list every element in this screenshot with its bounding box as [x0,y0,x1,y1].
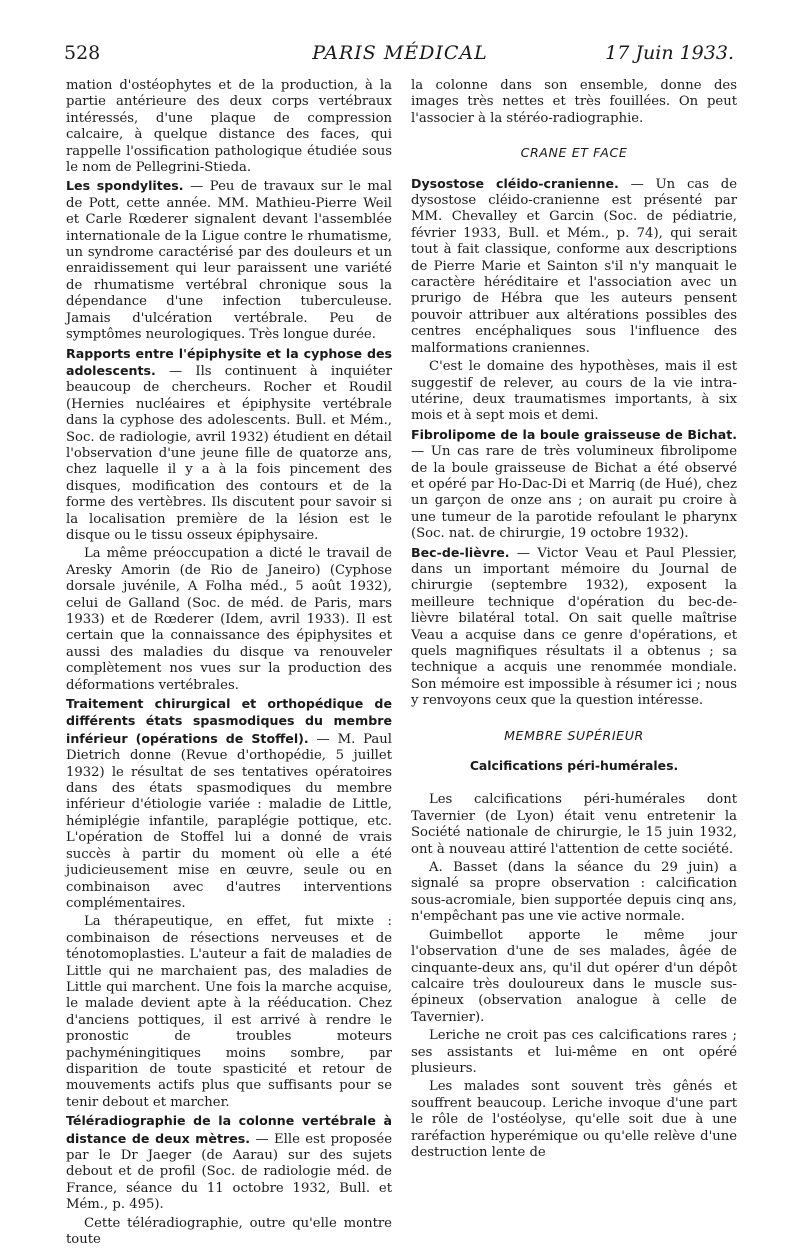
issue-date: 17 Juin 1933. [605,42,734,64]
paragraph: Fibrolipome de la boule graisseuse de Bichat. — Un cas rare de très volumineux fibrolipome de la boule graisseuse de Bichat a été observé et opéré par Ho-Dac-Di et Marriq (de Hué), chez un garçon de onze ans ; on aurait pu croire à une tumeur de la parotide refoulant le pharynx (Soc. nat. de chirurgie, 19 octobre 1932). [411,426,737,542]
paragraph-lead: Fibrolipome de la boule graisseuse de Bichat. [411,426,737,442]
subsection-heading: Calcifications péri-humérales. [469,758,679,774]
running-header [0,42,800,72]
paragraph: Les spondylites. — Peu de travaux sur le mal de Pott, cette année. MM. Mathieu-Pierre Weil et Carle Rœderer signalent devant l'assemblée internationale de la Ligue contre le rhumatisme, un syndrome caractérisé par des douleurs et un enraidissement qui leur paraissent une variété de rhumatisme vertébral chronique sous la dépendance d'une infection tuberculeuse. Jamais d'ulcération vertébrale. Peu de symptômes neurologiques. Très longue durée. [66,178,392,343]
paragraph-lead: Dysostose cléido-cranienne. [411,175,619,191]
paragraph-lead: Bec-de-lièvre. [411,544,510,560]
journal-title: PARIS MÉDICAL [312,42,488,64]
paragraph-lead: Téléradiographie de la colonne vertébrale à distance de deux mètres. [66,1113,392,1146]
paragraph: La même préoccupation a dicté le travail de Aresky Amorin (de Rio de Janeiro) (Cyphose dorsale juvénile, A Folha méd., 5 août 1932), celui de Galland (Soc. de méd. de Paris, mars 1933) et de Rœderer (Idem, avril 1933). Il est certain que la connaissance des épiphysites et aussi des maladies du disque va renouveler complètement nos vues sur la production des déformations vertébrales. [66,546,392,693]
paragraph: mation d'ostéophytes et de la production, à la partie antérieure des deux corps vertébraux intéressés, d'une plaque de compression calcaire, à quelque distance des faces, qui rappelle l'ossification pathologique étudiée sous le nom de Pellegrini-Stieda. [66,78,392,176]
paragraph: Téléradiographie de la colonne vertébrale à distance de deux mètres. — Elle est proposée par le Dr Jaeger (de Aarau) sur des sujets debout et de profil (Soc. de radiologie méd. de France, séance du 11 octobre 1932, Bull. et Mém., p. 495). [66,1113,393,1213]
paragraph-lead: Rapports entre l'épiphysite et la cyphose des adolescents. [66,345,392,378]
paragraph: Dysostose cléido-cranienne. — Un cas de dysostose cléido-cranienne est présenté par MM. Chevalley et Garcin (Soc. de pédiatrie, février 1933, Bull. et Mém., p. 74), qui serait tout à fait classique, conforme aux descriptions de Pierre Marie et Sainton s'il n'y manquait le caractère héréditaire et l'association avec un prurigo de Hébra que les auteurs pensent pouvoir attribuer aux altérations possibles des centres encéphaliques sous l'influence des malformations craniennes. [411,175,737,356]
paragraph: Cette téléradiographie, outre qu'elle montre toute [66,1215,392,1248]
paragraph: la colonne dans son ensemble, donne des images très nettes et très fouillées. On peut l'associer à la stéréo-radiographie. [411,78,737,126]
paragraph: Bec-de-lièvre. — Victor Veau et Paul Plessier, dans un important mémoire du Journal de chirurgie (septembre 1932), exposent la meilleure technique d'opération du bec-de-lièvre bilatéral total. On sait quelle maîtrise Veau a acquise dans ce genre d'opérations, et quels magnifiques résultats il a obtenus ; sa technique a acquis une renommée mondiale. Son mémoire est impossible à résumer ici ; nous y renvoyons ceux que la question intéresse. [411,544,737,709]
paragraph: Traitement chirurgical et orthopédique de différents états spasmodiques du membre inférieur (opérations de Stoffel). — M. Paul Dietrich donne (Revue d'orthopédie, 5 juillet 1932) le résultat de ses tentatives opératoires dans des états spasmodiques du membre inférieur d'étiologie variée : maladie de Little, hémiplégie infantile, paraplégie pottique, etc. L'opération de Stoffel lui a donné de vrais succès à partir du moment où elle a été judicieusement mise en œuvre, seule ou en combinaison avec d'autres interventions complémentaires. [66,696,392,911]
section-heading-membre: MEMBRE SUPÉRIEUR [504,727,644,743]
page-number: 528 [64,42,101,64]
left-column [66,78,392,1250]
paragraph: Leriche ne croit pas ces calcifications rares ; ses assistants et lui-même en ont opéré plusieurs. [411,1028,737,1076]
paragraph: A. Basset (dans la séance du 29 juin) a signalé sa propre observation : calcification sous-acromiale, bien supportée depuis cinq ans, n'empêchant pas une vie active normale. [411,860,737,925]
paragraph-lead: Les spondylites. [66,178,184,194]
section-heading-crane: CRANE ET FACE [520,145,628,161]
paragraph: Guimbellot apporte le même jour l'observation d'une de ses malades, âgée de cinquante-deux ans, qu'il dut opérer d'un dépôt calcaire très douloureux dans le muscle sus-épineux (observation analogue à celle de Tavernier). [411,927,737,1025]
paragraph: Les calcifications péri-humérales dont Tavernier (de Lyon) était venu entretenir la Société nationale de chirurgie, le 15 juin 1932, ont à nouveau attiré l'attention de cette société. [411,792,737,857]
right-column [411,78,737,1163]
paragraph: C'est le domaine des hypothèses, mais il est suggestif de relever, au cours de la vie intra-utérine, deux traumatismes importants, à six mois et à sept mois et demi. [411,359,737,424]
paragraph-lead: Traitement chirurgical et orthopédique de différents états spasmodiques du membre inférieur (opérations de Stoffel). [66,696,392,746]
paragraph: Rapports entre l'épiphysite et la cyphose des adolescents. — Ils continuent à inquiéter beaucoup de chercheurs. Rocher et Roudil (Hernies nucléaires et épiphysite vertébrale dans la cyphose des adolescents. Bull. et Mém., Soc. de radiologie, avril 1932) étudient en détail l'observation d'une jeune fille de quatorze ans, chez laquelle il y a à la fois pincement des disques, modification des contours et de la forme des vertèbres. Ils discutent pour savoir si la localisation première de la lésion est le disque ou le tissu osseux épiphysaire. [66,345,392,543]
paragraph: Les malades sont souvent très gênés et souffrent beaucoup. Leriche invoque d'une part le rôle de l'ostéolyse, qu'elle soit due à une raréfaction hyperémique ou qu'elle relève d'une destruction lente de [411,1079,737,1160]
paragraph: La thérapeutique, en effet, fut mixte : combinaison de résections nerveuses et de ténotomoplasties. L'auteur a fait de maladies de Little qui ne marchaient pas, des maladies de Little qui marchent. Une fois la marche acquise, le malade devient apte à la rééducation. Chez d'anciens pottiques, il est arrivé à rendre le pronostic de troubles moteurs pachyméningitiques moins sombre, par disparition de toute spasticité et retour de mouvements actifs plus que suffisants pour se tenir debout et marcher. [66,914,392,1110]
